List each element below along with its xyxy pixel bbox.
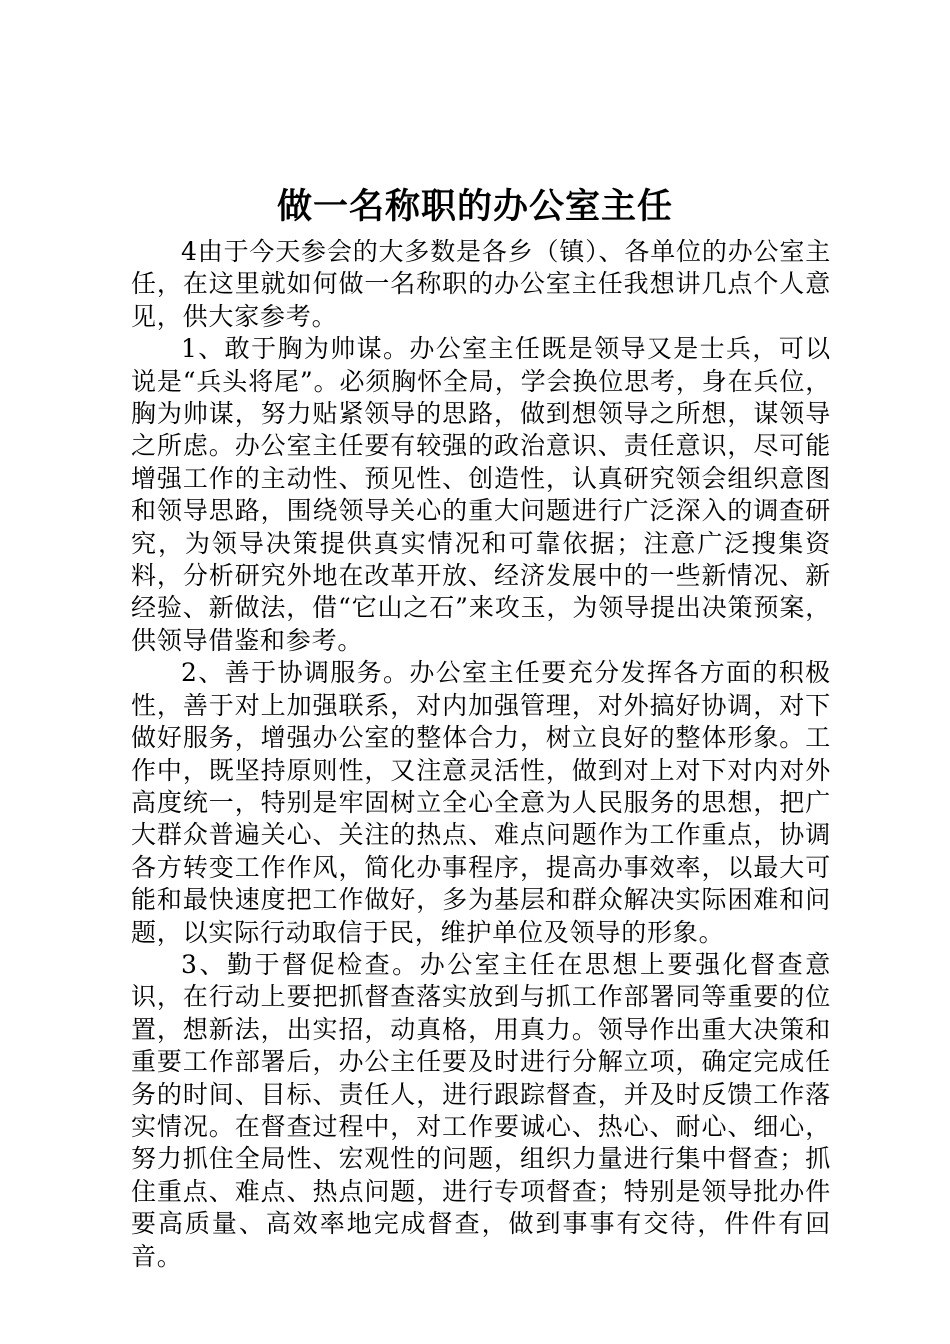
document-title: 做一名称职的办公室主任: [276, 186, 673, 227]
paragraph-point-2: 2、善于协调服务。办公室主任要充分发挥各方面的积极性，善于对上加强联系，对内加强管理，对外搞好协调，对下做好服务，增强办公室的整体合力，树立良好的整体形象。工作中，既坚持原则性，又注意灵活性，做到对上对下对内对外高度统一，特别是牢固树立全心全意为人民服务的思想，把广大群众普遍关心、关注的热点、难点问题作为工作重点，协调各方转变工作作风，简化办事程序，提高办事效率，以最大可能和最快速度把工作做好，多为基层和群众解决实际困难和问题，以实际行动取信于民，维护单位及领导的形象。: [131, 658, 831, 947]
paragraph-point-3: 3、勤于督促检查。办公室主任在思想上要强化督查意识，在行动上要把抓督查落实放到与抓工作部署同等重要的位置，想新法，出实招，动真格，用真力。领导作出重大决策和重要工作部署后，办公主任要及时进行分解立项，确定完成任务的时间、目标、责任人，进行跟踪督查，并及时反馈工作落实情况。在督查过程中，对工作要诚心、热心、耐心、细心，努力抓住全局性、宏观性的问题，组织力量进行集中督查；抓住重点、难点、热点问题，进行专项督查；特别是领导批办件要高质量、高效率地完成督查，做到事事有交待，件件有回音。: [131, 949, 831, 1271]
paragraph-intro: 4由于今天参会的大多数是各乡（镇）、各单位的办公室主任，在这里就如何做一名称职的办公室主任我想讲几点个人意见，供大家参考。: [131, 237, 831, 331]
document-body: [131, 236, 831, 1273]
paragraph-point-1: 1、敢于胸为帅谋。办公室主任既是领导又是士兵，可以说是“兵头将尾”。必须胸怀全局，学会换位思考，身在兵位，胸为帅谋，努力贴紧领导的思路，做到想领导之所想，谋领导之所虑。办公室主任要有较强的政治意识、责任意识，尽可能增强工作的主动性、预见性、创造性，认真研究领会组织意图和领导思路，围绕领导关心的重大问题进行广泛深入的调查研究，为领导决策提供真实情况和可靠依据；注意广泛搜集资料，分析研究外地在改革开放、经济发展中的一些新情况、新经验、新做法，借“它山之石”来攻玉，为领导提出决策预案，供领导借鉴和参考。: [131, 334, 831, 655]
